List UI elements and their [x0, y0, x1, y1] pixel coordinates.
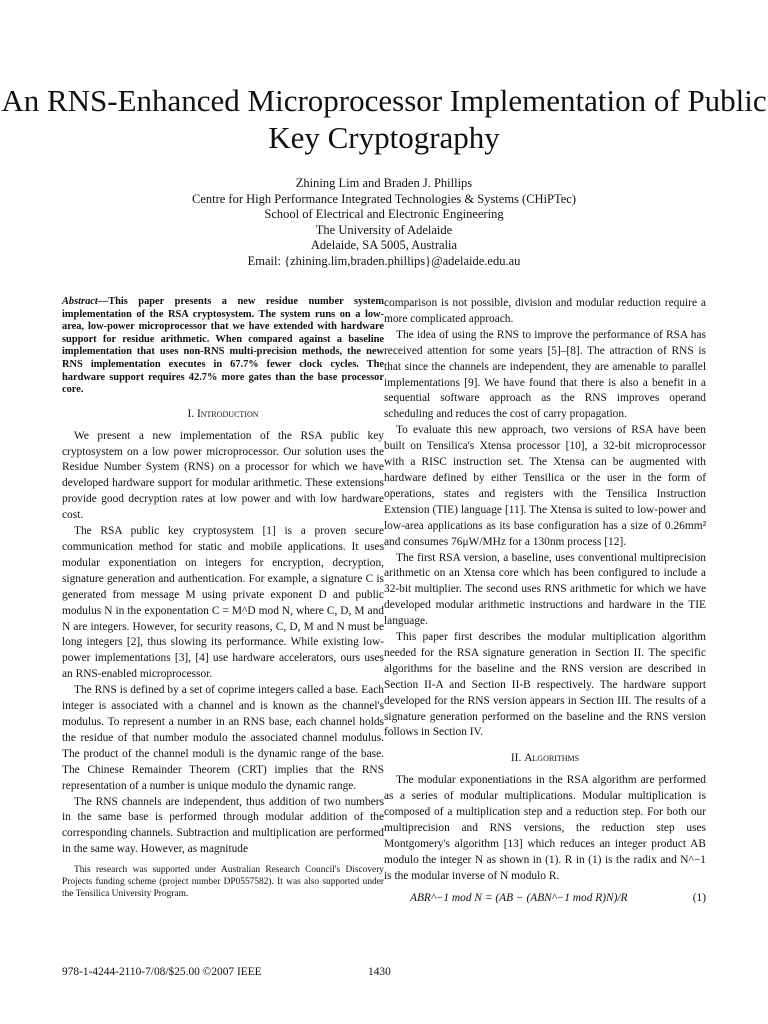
section-heading-introduction: I. Introduction: [187, 407, 259, 420]
intro-paragraph-4: The RNS channels are independent, thus addition of two numbers in the same base is performed through modular addition of the corresponding channels. Subtraction and multiplication are performed in the same way. However, as magnitude: [62, 795, 384, 856]
footer-isbn: 978-1-4244-2110-7/08/$25.00 ©2007 IEEE: [62, 966, 262, 978]
intro-paragraph-6: The idea of using the RNS to improve the performance of RSA has received attention for some years [5]–[8]. The attraction of RNS is that since the channels are independent, they are amenable to parallel implementations [9]. We have found that there is also a benefit in a sequential software approach as the RNS improves operand scheduling and reduces the cost of carry propagation.: [384, 328, 706, 421]
left-column: [62, 296, 384, 900]
intro-paragraph-7: To evaluate this new approach, two versions of RSA have been built on Tensilica's Xtensa processor [10], a 32-bit microprocessor with a RISC instruction set. The Xtensa can be augmented with hardware defined by either Tensilica or the user in the form of operations, states and registers with the Tensilica Instruction Extension (TIE) language [11]. The Xtensa is suited to low-power and low-area applications as its base configuration has a size of 0.26mm² and consumes 76μW/MHz for a 130nm process [12].: [384, 424, 706, 548]
affiliation-university: The University of Adelaide: [315, 222, 453, 237]
page-number: 1430: [368, 966, 391, 978]
affiliation-address: Adelaide, SA 5005, Australia: [310, 238, 458, 252]
abstract-label: Abstract: [62, 296, 98, 307]
intro-paragraph-8: The first RSA version, a baseline, uses conventional multiprecision arithmetic on an Xtensa core which has been configured to include a 32-bit multiplier. The second uses RNS arithmetic for which we have developed modular arithmetic instructions and hardware in the TIE language.: [384, 551, 706, 628]
abstract-text: —This paper presents a new residue number system implementation of the RSA cryptosystem. The system runs on a low-area, low-power microprocessor that we have extended with hardware support for residue arithmetic. When compared against a baseline implementation that uses non-RNS multi-precision methods, the new RNS implementation executes in 67.7% fewer clock cycles. The hardware support requires 42.7% more gates than the base processor core.: [62, 296, 384, 396]
intro-paragraph-5: comparison is not possible, division and modular reduction require a more complicated approach.: [384, 297, 706, 325]
equation-expression: ABR^−1 mod N = (AB − (ABN^−1 mod R)N)/R: [410, 891, 628, 904]
intro-paragraph-1: We present a new implementation of the RSA public key cryptosystem on a low power microprocessor. Our solution uses the Residue Number System (RNS) on a processor for which we have developed hardware support for modular arithmetic. These extensions provide good decryption rates at low power and with low hardware cost.: [62, 429, 384, 522]
right-column: [384, 296, 706, 907]
affiliation-school: School of Electrical and Electronic Engineering: [264, 207, 504, 221]
paper-title: An RNS-Enhanced Microprocessor Implementation of Public Key Cryptography: [1, 83, 767, 155]
author-email: Email: {zhining.lim,braden.phillips}@adelaide.edu.au: [247, 253, 521, 268]
equation-number: (1): [692, 891, 706, 904]
intro-paragraph-3: The RNS is defined by a set of coprime integers called a base. Each integer is associated with a channel and is known as the channel's modulus. To represent a number in an RNS base, each channel holds the residue of that number modulo the associated channel modulus. The product of the channel moduli is the dynamic range of the base. The Chinese Remainder Theorem (CRT) implies that the RNS representation of a number is unique modulo the dynamic range.: [62, 684, 384, 792]
abstract: [62, 296, 384, 397]
section-heading-algorithms: II. Algorithms: [510, 752, 580, 765]
intro-paragraph-9: This paper first describes the modular multiplication algorithm needed for the RSA signature generation in Section II. The specific algorithms for the baseline and the RNS version are described in Section II-A and Section II-B respectively. The hardware support developed for the RNS version appears in Section III. The results of a signature generation performed on the baseline and the RNS version follows in Section IV.: [384, 631, 706, 739]
author-names: Zhining Lim and Braden J. Phillips: [295, 176, 473, 190]
author-block: [0, 176, 768, 269]
intro-paragraph-2: The RSA public key cryptosystem [1] is a proven secure communication method for static and mobile applications. It uses modular exponentiation on integers for encryption, decryption, signature generation and authentication. For example, a signature C is generated from message M using private exponent D and public modulus N in the exponentation C = M^D mod N, where C, D, M and N are integers. However, for security reasons, C, D, M and N must be long integers [2], thus slowing its performance. While existing low-power implementations [3], [4] use hardware accelerators, ours uses an RNS-enabled microprocessor.: [62, 525, 384, 681]
algorithms-paragraph-1: The modular exponentiations in the RSA algorithm are performed as a series of modular multiplications. Modular multiplication is composed of a multiplication step and a reduction step. For both our multiprecision and RNS versions, the reduction step uses Montgomery's algorithm [13] which reduces an integer product AB modulo the integer N as shown in (1). R in (1) is the radix and N^−1 is the modular inverse of N modulo R.: [384, 774, 706, 882]
equation-1: [384, 891, 706, 907]
affiliation-centre: Centre for High Performance Integrated Technologies & Systems (CHiPTec): [191, 191, 577, 206]
funding-footnote: This research was supported under Australian Research Council's Discovery Projects funding scheme (project number DP0557582). It was also supported under the Tensilica University Program.: [62, 865, 384, 900]
